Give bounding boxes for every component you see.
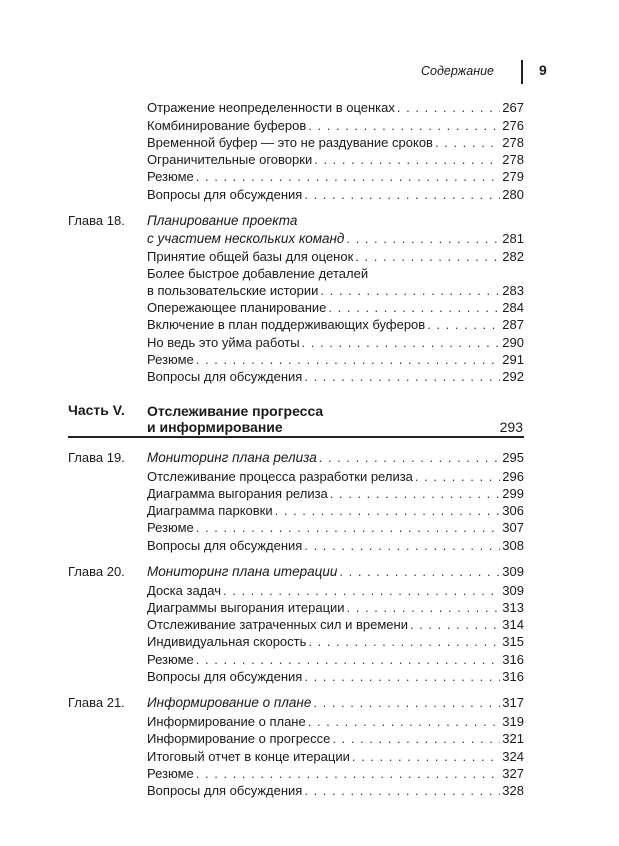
chapter-title: Информирование о плане — [147, 695, 312, 710]
chapter-title-line1: Планирование проекта — [147, 213, 298, 228]
part-divider — [68, 436, 524, 438]
toc-entry: Итоговый отчет в конце итерации . . . 324 — [0, 748, 619, 765]
toc-entry: Временной буфер — это не раздувание сроков . . . 278 — [0, 134, 619, 151]
toc-entry: Доска задач . . . 309 — [0, 582, 619, 599]
toc-entry: Комбинирование буферов . . . 276 — [0, 117, 619, 134]
chapter-label: Глава 20. — [68, 564, 125, 579]
toc-entry: Включение в план поддерживающих буферов . . . 287 — [0, 316, 619, 333]
toc-entry: Диаграмма парковки . . . 306 — [0, 502, 619, 519]
chapter-label: Глава 19. — [68, 450, 125, 465]
toc-entry: Информирование о плане . . . 319 — [0, 713, 619, 730]
toc-entry: Резюме . . . 327 — [0, 765, 619, 782]
chapter-18-heading — [0, 212, 619, 229]
header-divider — [521, 60, 523, 84]
chapter-20-heading: Глава 20. Мониторинг плана итерации . . . 309 — [0, 563, 619, 580]
toc-entry: в пользовательские истории . . . 283 — [0, 282, 619, 299]
part-title-line1: Отслеживание прогресса — [147, 403, 324, 419]
toc-entry: Опережающее планирование . . . 284 — [0, 299, 619, 316]
toc-entry: Вопросы для обсуждения . . . 328 — [0, 782, 619, 799]
toc-entry: Резюме . . . 316 — [0, 651, 619, 668]
toc-entry: Резюме . . . 307 — [0, 519, 619, 536]
toc-entry: Вопросы для обсуждения . . . 316 — [0, 668, 619, 685]
chapter-label: Глава 21. — [68, 695, 125, 710]
toc-entry: Резюме . . . 291 — [0, 351, 619, 368]
toc-entry: Индивидуальная скорость . . . 315 — [0, 633, 619, 650]
toc-entry: Диаграмма выгорания релиза . . . 299 — [0, 485, 619, 502]
chapter-title-line2: с участием нескольких команд — [147, 231, 345, 246]
chapter-label: Глава 18. — [68, 213, 125, 228]
toc-entry: Вопросы для обсуждения . . . 308 — [0, 537, 619, 554]
chapter-title: Мониторинг плана релиза — [147, 450, 317, 465]
toc-entry: Вопросы для обсуждения . . . 280 — [0, 186, 619, 203]
toc-entry: Ограничительные оговорки . . . 278 — [0, 151, 619, 168]
part-page: 293 — [499, 419, 523, 435]
toc-entry: Принятие общей базы для оценок . . . 282 — [0, 248, 619, 265]
page-number: 9 — [539, 62, 547, 78]
chapter-18-heading-line2: с участием нескольких команд . . . 281 — [0, 230, 619, 247]
part-label: Часть V. — [68, 402, 125, 418]
toc-entry: Отслеживание затраченных сил и времени . . . 314 — [0, 616, 619, 633]
toc-entry: Отслеживание процесса разработки релиза . . . 296 — [0, 468, 619, 485]
toc-entry: Но ведь это уйма работы . . . 290 — [0, 334, 619, 351]
chapter-19-heading: Глава 19. Мониторинг плана релиза . . . 295 — [0, 449, 619, 466]
chapter-21-heading: Глава 21. Информирование о плане . . . 317 — [0, 694, 619, 711]
running-title: Содержание — [421, 64, 494, 78]
toc-entry: Более быстрое добавление деталей — [147, 266, 369, 281]
toc-entry: Отражение неопределенности в оценках . . . 267 — [0, 99, 619, 116]
toc-entry: Вопросы для обсуждения . . . 292 — [0, 368, 619, 385]
toc-entry: Резюме . . . 279 — [0, 168, 619, 185]
toc-entry: Диаграммы выгорания итерации . . . 313 — [0, 599, 619, 616]
toc-entry: Информирование о прогрессе . . . 321 — [0, 730, 619, 747]
running-header — [0, 60, 619, 84]
chapter-title: Мониторинг плана итерации — [147, 564, 338, 579]
part-title-line2: и информирование — [147, 419, 283, 435]
